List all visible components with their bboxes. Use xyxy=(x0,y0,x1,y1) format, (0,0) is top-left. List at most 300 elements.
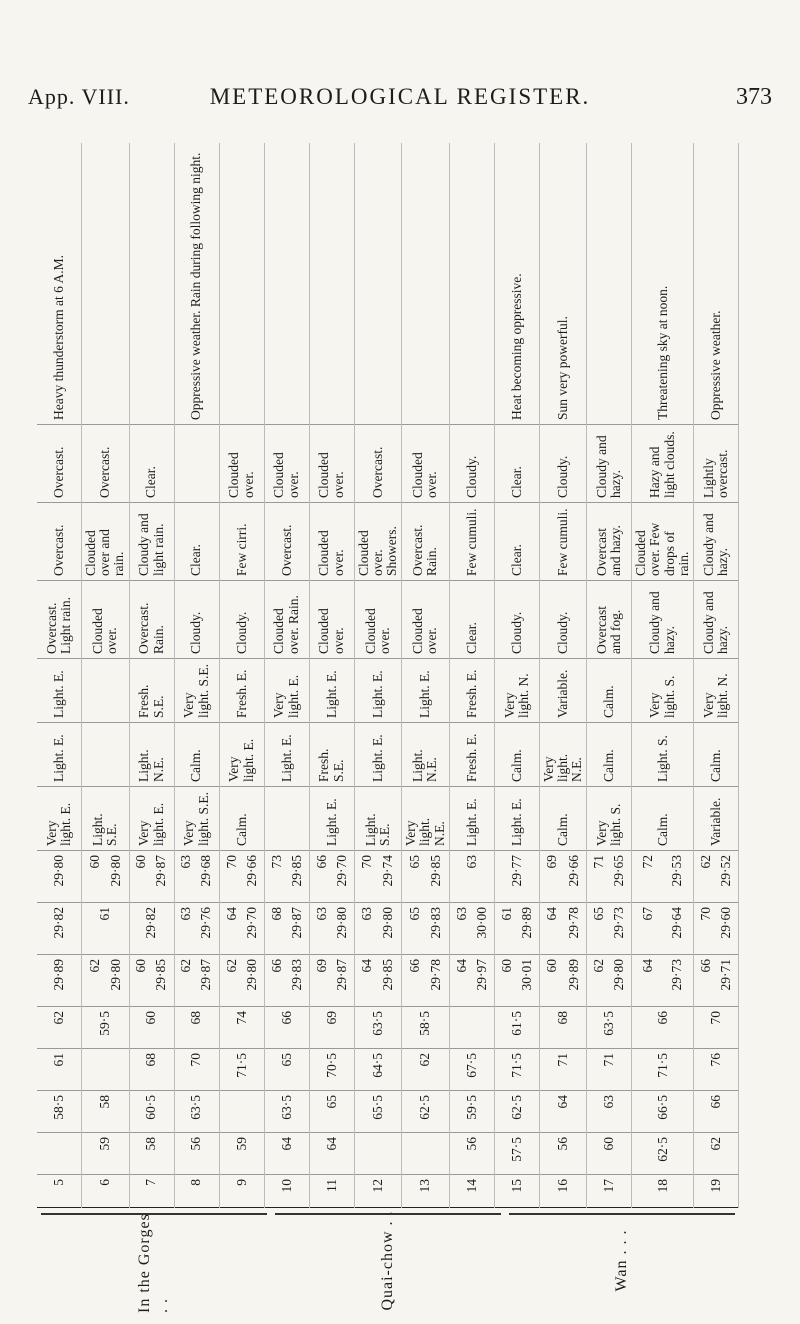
table-body xyxy=(37,143,739,1208)
wind-6pm-cell xyxy=(82,658,129,722)
thermometer-value: 69 xyxy=(313,959,329,973)
sky-6am-cell: Overcast. Rain. xyxy=(130,580,174,658)
sky-6am-cell: Cloudy. xyxy=(495,580,539,658)
barometer-value: 29·76 xyxy=(198,907,214,939)
temp-6pm-cell: 59·5 xyxy=(82,1006,129,1048)
sky-6pm-cell xyxy=(175,424,219,502)
thermometer-value: 61 xyxy=(498,907,514,921)
barometer-noon-cell xyxy=(450,902,494,954)
date-cell: 14 xyxy=(450,1174,494,1208)
barometer-noon-cell xyxy=(310,902,354,954)
barometer-value: 29·70 xyxy=(243,907,259,939)
barometer-6pm-cell xyxy=(175,850,219,902)
date-cell: 8 xyxy=(175,1174,219,1208)
thermometer-value: 65 xyxy=(406,855,422,869)
wind-6pm-cell: Very light. N. xyxy=(694,658,738,722)
barometer-noon-cell xyxy=(587,902,631,954)
barometer-6pm-cell xyxy=(540,850,587,902)
wind-6am-cell: Calm. xyxy=(540,786,587,850)
barometer-noon-cell: 61 xyxy=(82,902,129,954)
table-row xyxy=(310,143,355,1208)
wind-6pm-cell: Very light. S.E. xyxy=(175,658,219,722)
barometer-value: 29·52 xyxy=(717,855,733,887)
barometer-noon-cell xyxy=(694,902,738,954)
thermometer-value: 62 xyxy=(223,959,239,973)
barometer-6pm-cell: 29·80 xyxy=(37,850,81,902)
sky-6am-cell: Cloudy and hazy. xyxy=(632,580,693,658)
temp-noon-cell: 71 xyxy=(540,1048,587,1090)
thermometer-value: 70 xyxy=(223,855,239,869)
wind-6pm-cell: Calm. xyxy=(587,658,631,722)
wind-noon-cell: Calm. xyxy=(175,722,219,786)
barometer-noon-cell xyxy=(355,902,402,954)
wind-6pm-cell: Light. E. xyxy=(37,658,81,722)
temp-6pm-cell xyxy=(450,1006,494,1048)
barometer-noon-cell xyxy=(632,902,693,954)
remarks-cell: Heat becoming oppressive. xyxy=(508,273,524,420)
table-row xyxy=(37,143,82,1208)
remarks-cell: Oppressive weather. xyxy=(707,310,723,420)
barometer-6pm-cell xyxy=(402,850,449,902)
barometer-6am-cell xyxy=(175,954,219,1006)
min-temp-cell: 56 xyxy=(450,1132,494,1174)
sky-6pm-cell: Overcast. xyxy=(355,424,402,502)
wind-noon-cell: Calm. xyxy=(694,722,738,786)
min-temp-cell: 59 xyxy=(220,1132,264,1174)
temp-6pm-cell: 74 xyxy=(220,1006,264,1048)
barometer-value: 29·73 xyxy=(611,907,627,939)
thermometer-value: 63 xyxy=(359,907,375,921)
date-cell: 16 xyxy=(540,1174,587,1208)
temp-noon-cell: 67·5 xyxy=(450,1048,494,1090)
date-cell: 19 xyxy=(694,1174,738,1208)
barometer-6pm-cell xyxy=(310,850,354,902)
place-label: In the Gorges . . xyxy=(37,1207,271,1313)
barometer-value: 29·89 xyxy=(518,907,534,939)
temp-6am-cell: 59·5 xyxy=(450,1090,494,1132)
sky-noon-cell: Cloudy and light rain. xyxy=(130,502,174,580)
date-cell: 15 xyxy=(495,1174,539,1208)
barometer-noon-cell xyxy=(175,902,219,954)
wind-noon-cell: Light. E. xyxy=(355,722,402,786)
temp-6am-cell: 63·5 xyxy=(175,1090,219,1132)
date-cell: 12 xyxy=(355,1174,402,1208)
sky-6am-cell: Clouded over. xyxy=(402,580,449,658)
sky-6pm-cell: Cloudy and hazy. xyxy=(587,424,631,502)
sky-noon-cell: Clouded over. xyxy=(310,502,354,580)
sky-noon-cell: Cloudy and hazy. xyxy=(694,502,738,580)
sky-6pm-cell: Clouded over. xyxy=(310,424,354,502)
temp-6am-cell: 65 xyxy=(310,1090,354,1132)
wind-6pm-cell: Fresh. S.E. xyxy=(130,658,174,722)
thermometer-value: 71 xyxy=(591,855,607,869)
sky-6am-cell: Clouded over. xyxy=(82,580,129,658)
wind-6am-cell: Light. S.E. xyxy=(355,786,402,850)
wind-6am-cell: Light. E. xyxy=(310,786,354,850)
barometer-6pm-cell xyxy=(355,850,402,902)
temp-6pm-cell: 70 xyxy=(694,1006,738,1048)
wind-6pm-cell: Very light. E. xyxy=(265,658,309,722)
wind-6am-cell: Light. S.E. xyxy=(82,786,129,850)
temp-noon-cell: 71·5 xyxy=(220,1048,264,1090)
temp-6am-cell: 63·5 xyxy=(265,1090,309,1132)
barometer-6pm-cell xyxy=(587,850,631,902)
barometer-noon-cell xyxy=(265,902,309,954)
sky-noon-cell: Overcast. xyxy=(37,502,81,580)
wind-6pm-cell: Light. E. xyxy=(310,658,354,722)
sky-6pm-cell: Overcast. xyxy=(37,424,81,502)
temp-noon-cell: 71·5 xyxy=(495,1048,539,1090)
sky-noon-cell: Clouded over and rain. xyxy=(82,502,129,580)
barometer-value: 29·80 xyxy=(333,907,349,939)
thermometer-value: 60 xyxy=(86,855,102,869)
barometer-6pm-cell: 29·77 xyxy=(495,850,539,902)
min-temp-cell xyxy=(355,1132,402,1174)
min-temp-cell: 60 xyxy=(587,1132,631,1174)
brace-icon xyxy=(509,1213,735,1225)
sky-6am-cell: Overcast. Light rain. xyxy=(37,580,81,658)
barometer-6am-cell xyxy=(220,954,264,1006)
brace-icon xyxy=(41,1213,267,1225)
date-cell: 11 xyxy=(310,1174,354,1208)
wind-6pm-cell: Fresh. E. xyxy=(220,658,264,722)
barometer-value: 29·80 xyxy=(107,959,123,991)
thermometer-value: 60 xyxy=(544,959,560,973)
temp-noon-cell: 65 xyxy=(265,1048,309,1090)
remarks-cell xyxy=(450,143,494,424)
sky-6pm-cell: Clouded over. xyxy=(402,424,449,502)
wind-6am-cell xyxy=(265,786,309,850)
barometer-6pm-cell xyxy=(130,850,174,902)
temp-6am-cell: 60·5 xyxy=(130,1090,174,1132)
min-temp-cell: 57·5 xyxy=(495,1132,539,1174)
table-row xyxy=(402,143,450,1208)
barometer-value: 29·66 xyxy=(243,855,259,887)
thermometer-value: 62 xyxy=(697,855,713,869)
thermometer-value: 63 xyxy=(178,855,194,869)
thermometer-value: 73 xyxy=(268,855,284,869)
barometer-value: 29·89 xyxy=(565,959,581,991)
temp-6pm-cell: 68 xyxy=(540,1006,587,1048)
wind-noon-cell: Fresh. E. xyxy=(450,722,494,786)
wind-6am-cell: Very light. S.E. xyxy=(175,786,219,850)
sky-6pm-cell: Hazy and light clouds. xyxy=(632,424,693,502)
thermometer-value: 64 xyxy=(640,959,656,973)
barometer-value: 29·85 xyxy=(153,959,169,991)
table-row xyxy=(82,143,130,1208)
sky-noon-cell: Clear. xyxy=(175,502,219,580)
place-label: Quai-chow . . xyxy=(271,1207,505,1313)
date-cell: 7 xyxy=(130,1174,174,1208)
barometer-value: 29·85 xyxy=(380,959,396,991)
barometer-6pm-cell: 63 xyxy=(450,850,494,902)
temp-noon-cell xyxy=(82,1048,129,1090)
temp-6am-cell: 66·5 xyxy=(632,1090,693,1132)
temp-6pm-cell: 66 xyxy=(265,1006,309,1048)
temp-noon-cell: 61 xyxy=(37,1048,81,1090)
barometer-6pm-cell xyxy=(82,850,129,902)
date-cell: 18 xyxy=(632,1174,693,1208)
barometer-noon-cell: 29·82 xyxy=(37,902,81,954)
barometer-value: 29·87 xyxy=(333,959,349,991)
sky-6pm-cell: Lightly overcast. xyxy=(694,424,738,502)
sky-6am-cell: Cloudy and hazy. xyxy=(694,580,738,658)
barometer-value: 29·87 xyxy=(198,959,214,991)
wind-noon-cell: Calm. xyxy=(495,722,539,786)
min-temp-cell: 56 xyxy=(175,1132,219,1174)
barometer-value: 29·80 xyxy=(380,907,396,939)
barometer-6am-cell xyxy=(265,954,309,1006)
sky-noon-cell: Overcast. xyxy=(265,502,309,580)
sky-6pm-cell: Cloudy. xyxy=(540,424,587,502)
thermometer-value: 62 xyxy=(178,959,194,973)
appendix-label: App. VIII. xyxy=(28,84,130,109)
temp-6pm-cell: 58·5 xyxy=(402,1006,449,1048)
wind-noon-cell: Fresh. S.E. xyxy=(310,722,354,786)
table-row xyxy=(587,143,632,1208)
temp-6am-cell: 58 xyxy=(82,1090,129,1132)
thermometer-value: 63 xyxy=(178,907,194,921)
wind-6am-cell: Very light. E. xyxy=(37,786,81,850)
sky-6pm-cell: Clear. xyxy=(130,424,174,502)
temp-6pm-cell: 63·5 xyxy=(587,1006,631,1048)
wind-6pm-cell: Very light. N. xyxy=(495,658,539,722)
temp-6am-cell: 64 xyxy=(540,1090,587,1132)
date-cell: 13 xyxy=(402,1174,449,1208)
sky-6am-cell: Clouded over. xyxy=(355,580,402,658)
barometer-value: 29·66 xyxy=(565,855,581,887)
remarks-cell xyxy=(402,143,449,424)
sky-6am-cell: Cloudy. xyxy=(175,580,219,658)
barometer-6am-cell xyxy=(694,954,738,1006)
wind-6am-cell: Very light. S. xyxy=(587,786,631,850)
table-row xyxy=(495,143,540,1208)
meteorological-table xyxy=(37,143,739,1313)
barometer-value: 29·85 xyxy=(288,855,304,887)
barometer-6am-cell xyxy=(587,954,631,1006)
remarks-cell: Oppressive weather. Rain during following night. xyxy=(188,152,204,420)
thermometer-value: 60 xyxy=(133,855,149,869)
date-cell: 17 xyxy=(587,1174,631,1208)
min-temp-cell xyxy=(402,1132,449,1174)
barometer-value: 29·87 xyxy=(288,907,304,939)
wind-6am-cell: Calm. xyxy=(632,786,693,850)
temp-noon-cell: 76 xyxy=(694,1048,738,1090)
barometer-6am-cell xyxy=(495,954,539,1006)
wind-6am-cell: Light. E. xyxy=(495,786,539,850)
wind-6pm-cell: Fresh. E. xyxy=(450,658,494,722)
thermometer-value: 64 xyxy=(453,959,469,973)
wind-6pm-cell: Variable. xyxy=(540,658,587,722)
barometer-6pm-cell xyxy=(694,850,738,902)
barometer-value: 29·80 xyxy=(107,855,123,887)
temp-noon-cell: 64·5 xyxy=(355,1048,402,1090)
sky-6pm-cell: Overcast. xyxy=(82,424,129,502)
barometer-6pm-cell xyxy=(632,850,693,902)
table-row xyxy=(175,143,220,1208)
table-row xyxy=(632,143,694,1208)
thermometer-value: 69 xyxy=(544,855,560,869)
barometer-value: 30·01 xyxy=(518,959,534,991)
min-temp-cell: 58 xyxy=(130,1132,174,1174)
sky-6pm-cell: Clouded over. xyxy=(220,424,264,502)
barometer-value: 29·80 xyxy=(611,959,627,991)
barometer-6am-cell xyxy=(540,954,587,1006)
thermometer-value: 66 xyxy=(268,959,284,973)
wind-noon-cell xyxy=(82,722,129,786)
min-temp-cell: 62·5 xyxy=(632,1132,693,1174)
barometer-value: 29·68 xyxy=(198,855,214,887)
barometer-value: 29·74 xyxy=(380,855,396,887)
barometer-value: 29·83 xyxy=(288,959,304,991)
temp-6am-cell: 63 xyxy=(587,1090,631,1132)
barometer-6pm-cell xyxy=(220,850,264,902)
min-temp-cell: 59 xyxy=(82,1132,129,1174)
wind-6pm-cell: Light. E. xyxy=(355,658,402,722)
remarks-cell xyxy=(220,143,264,424)
table-row xyxy=(694,143,739,1208)
thermometer-value: 64 xyxy=(359,959,375,973)
barometer-noon-cell xyxy=(495,902,539,954)
temp-6pm-cell: 62 xyxy=(37,1006,81,1048)
place-label: Wan . . . xyxy=(505,1207,739,1313)
sky-noon-cell: Few cumuli. xyxy=(540,502,587,580)
thermometer-value: 62 xyxy=(591,959,607,973)
page-header xyxy=(0,0,800,130)
table-row xyxy=(130,143,175,1208)
barometer-6am-cell xyxy=(130,954,174,1006)
barometer-6am-cell xyxy=(450,954,494,1006)
barometer-value: 29·73 xyxy=(668,959,684,991)
sky-6am-cell: Clouded over. xyxy=(310,580,354,658)
thermometer-value: 60 xyxy=(498,959,514,973)
thermometer-value: 65 xyxy=(406,907,422,921)
thermometer-value: 60 xyxy=(133,959,149,973)
barometer-noon-cell: 29·82 xyxy=(130,902,174,954)
sky-6am-cell: Clear. xyxy=(450,580,494,658)
temp-6am-cell: 58·5 xyxy=(37,1090,81,1132)
thermometer-value: 66 xyxy=(313,855,329,869)
thermometer-value: 63 xyxy=(313,907,329,921)
sky-noon-cell: Clouded over. Few drops of rain. xyxy=(632,502,693,580)
temp-6pm-cell: 61·5 xyxy=(495,1006,539,1048)
remarks-cell xyxy=(310,143,354,424)
page-number: 373 xyxy=(736,84,772,110)
wind-noon-cell: Light. N.E. xyxy=(130,722,174,786)
thermometer-value: 70 xyxy=(697,907,713,921)
temp-6am-cell: 62·5 xyxy=(402,1090,449,1132)
remarks-cell: Heavy thunderstorm at 6 A.M. xyxy=(50,255,66,420)
barometer-value: 29·87 xyxy=(153,855,169,887)
barometer-noon-cell xyxy=(220,902,264,954)
thermometer-value: 62 xyxy=(86,959,102,973)
sky-6pm-cell: Clear. xyxy=(495,424,539,502)
min-temp-cell: 62 xyxy=(694,1132,738,1174)
sky-6am-cell: Clouded over. Rain. xyxy=(265,580,309,658)
table-row xyxy=(355,143,403,1208)
temp-noon-cell: 71 xyxy=(587,1048,631,1090)
brace-icon xyxy=(275,1213,501,1225)
wind-noon-cell: Light. N.E. xyxy=(402,722,449,786)
temp-6pm-cell: 60 xyxy=(130,1006,174,1048)
sky-noon-cell: Overcast. Rain. xyxy=(402,502,449,580)
min-temp-cell: 56 xyxy=(540,1132,587,1174)
places-column xyxy=(37,1208,739,1313)
wind-6pm-cell: Light. E. xyxy=(402,658,449,722)
barometer-6am-cell xyxy=(632,954,693,1006)
wind-noon-cell: Light. S. xyxy=(632,722,693,786)
barometer-value: 29·78 xyxy=(427,959,443,991)
barometer-value: 29·97 xyxy=(473,959,489,991)
remarks-cell xyxy=(265,143,309,424)
thermometer-value: 72 xyxy=(640,855,656,869)
thermometer-value: 66 xyxy=(406,959,422,973)
sky-6pm-cell: Cloudy. xyxy=(450,424,494,502)
sky-6am-cell: Overcast and fog. xyxy=(587,580,631,658)
thermometer-value: 68 xyxy=(268,907,284,921)
table-row xyxy=(450,143,495,1208)
temp-noon-cell: 68 xyxy=(130,1048,174,1090)
barometer-value: 29·78 xyxy=(565,907,581,939)
remarks-cell xyxy=(82,143,129,424)
wind-6am-cell: Very light. N.E. xyxy=(402,786,449,850)
remarks-cell xyxy=(355,143,402,424)
min-temp-cell: 64 xyxy=(265,1132,309,1174)
remarks-cell xyxy=(587,143,631,424)
wind-noon-cell: Light. E. xyxy=(37,722,81,786)
page-title: METEOROLOGICAL REGISTER. xyxy=(209,84,591,109)
temp-noon-cell: 62 xyxy=(402,1048,449,1090)
barometer-value: 29·70 xyxy=(333,855,349,887)
temp-noon-cell: 70·5 xyxy=(310,1048,354,1090)
temp-6am-cell: 66 xyxy=(694,1090,738,1132)
date-cell: 10 xyxy=(265,1174,309,1208)
temp-noon-cell: 71·5 xyxy=(632,1048,693,1090)
temp-6am-cell: 62·5 xyxy=(495,1090,539,1132)
barometer-value: 29·64 xyxy=(668,907,684,939)
date-cell: 6 xyxy=(82,1174,129,1208)
barometer-value: 29·80 xyxy=(243,959,259,991)
barometer-value: 30·00 xyxy=(473,907,489,939)
wind-noon-cell: Calm. xyxy=(587,722,631,786)
barometer-value: 29·83 xyxy=(427,907,443,939)
thermometer-value: 70 xyxy=(359,855,375,869)
thermometer-value: 64 xyxy=(223,907,239,921)
temp-6am-cell xyxy=(220,1090,264,1132)
temp-noon-cell: 70 xyxy=(175,1048,219,1090)
barometer-value: 29·71 xyxy=(717,959,733,991)
sky-6pm-cell: Clouded over. xyxy=(265,424,309,502)
sky-noon-cell: Clouded over. Showers. xyxy=(355,502,402,580)
remarks-cell: Sun very powerful. xyxy=(554,316,570,420)
barometer-noon-cell xyxy=(402,902,449,954)
min-temp-cell xyxy=(37,1132,81,1174)
thermometer-value: 65 xyxy=(591,907,607,921)
sky-noon-cell: Overcast and hazy. xyxy=(587,502,631,580)
temp-6pm-cell: 69 xyxy=(310,1006,354,1048)
barometer-6am-cell xyxy=(82,954,129,1006)
barometer-6am-cell xyxy=(355,954,402,1006)
barometer-value: 29·60 xyxy=(717,907,733,939)
wind-noon-cell: Very light. E. xyxy=(220,722,264,786)
barometer-value: 29·65 xyxy=(611,855,627,887)
barometer-6am-cell: 29·89 xyxy=(37,954,81,1006)
wind-6pm-cell: Very light. S. xyxy=(632,658,693,722)
thermometer-value: 66 xyxy=(697,959,713,973)
thermometer-value: 63 xyxy=(453,907,469,921)
temp-6am-cell: 65·5 xyxy=(355,1090,402,1132)
temp-6pm-cell: 63·5 xyxy=(355,1006,402,1048)
